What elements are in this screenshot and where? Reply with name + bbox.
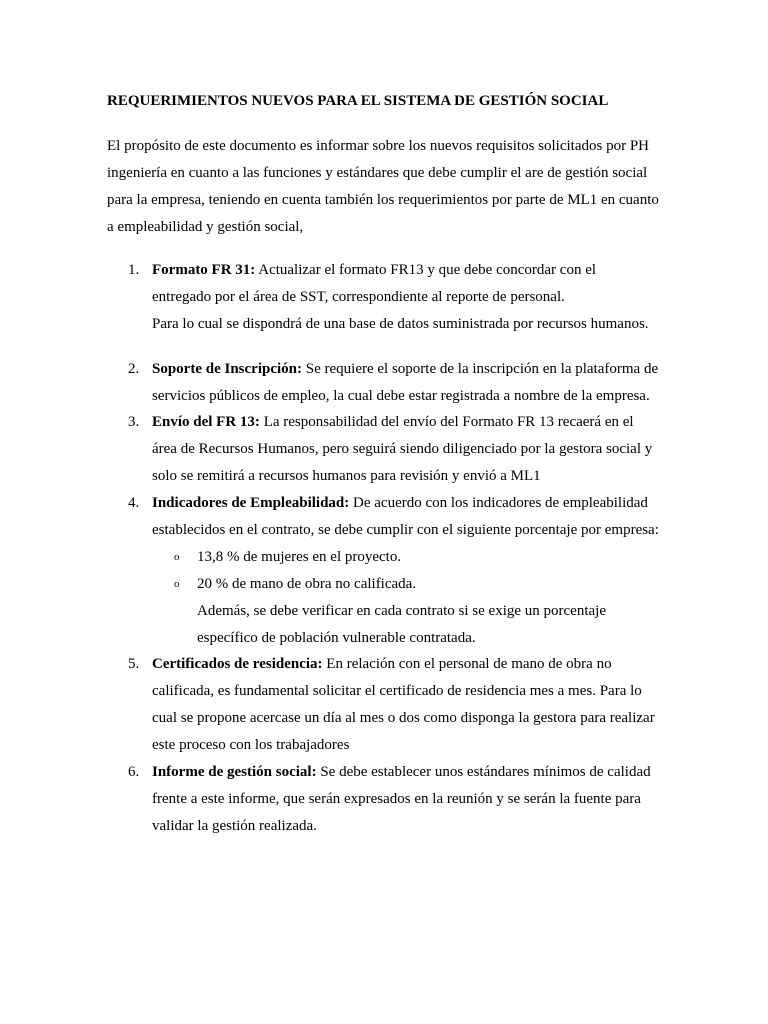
note-line: Además, se debe verificar en cada contrato si se exige un porcentaje bbox=[197, 603, 606, 619]
item-first-line bbox=[152, 759, 712, 786]
item-heading: Certificados de residencia: bbox=[152, 656, 323, 672]
item-heading: Indicadores de Empleabilidad: bbox=[152, 495, 350, 511]
item-text: En relación con el personal de mano de obra no bbox=[322, 656, 612, 672]
item-line: validar la gestión realizada. bbox=[152, 818, 317, 834]
item-line: área de Recursos Humanos, pero seguirá siendo diligenciado por la gestora social y bbox=[152, 441, 653, 457]
item-heading: Soporte de Inscripción: bbox=[152, 361, 302, 377]
item-text: Se requiere el soporte de la inscripción en la plataforma de bbox=[302, 361, 659, 377]
item-text: Se debe establecer unos estándares mínimos de calidad bbox=[316, 764, 651, 780]
intro-line: ingeniería en cuanto a las funciones y estándares que debe cumplir el are de gestión social bbox=[107, 165, 648, 181]
item-body bbox=[152, 257, 712, 338]
intro-line: El propósito de este documento es informar sobre los nuevos requisitos solicitados por PH bbox=[107, 138, 649, 154]
item-body bbox=[152, 356, 712, 410]
sub-item-text: 13,8 % de mujeres en el proyecto. bbox=[197, 549, 402, 565]
sub-item-text: 20 % de mano de obra no calificada. bbox=[197, 576, 417, 592]
item-first-line bbox=[152, 409, 712, 436]
item-first-line bbox=[152, 257, 712, 284]
item-line: calificada, es fundamental solicitar el certificado de residencia mes a mes. Para lo bbox=[152, 683, 642, 699]
item-body bbox=[152, 409, 712, 490]
bullet-icon: o bbox=[174, 551, 180, 563]
item-line: entregado por el área de SST, correspondiente al reporte de personal. bbox=[152, 289, 565, 305]
item-line: este proceso con los trabajadores bbox=[152, 737, 350, 753]
intro-line: a empleabilidad y gestión social, bbox=[107, 219, 304, 235]
item-line: solo se remitirá a recursos humanos para revisión y envió a ML1 bbox=[152, 468, 541, 484]
item-first-line bbox=[152, 651, 712, 678]
item-number: 6. bbox=[128, 764, 140, 780]
item-line: establecidos en el contrato, se debe cumplir con el siguiente porcentaje por empresa: bbox=[152, 522, 659, 538]
item-number: 1. bbox=[128, 262, 140, 278]
item-number: 3. bbox=[128, 414, 140, 430]
intro-paragraph bbox=[107, 133, 687, 241]
item-line: cual se propone acercase un día al mes o dos como disponga la gestora para realizar bbox=[152, 710, 655, 726]
bullet-icon: o bbox=[174, 578, 180, 590]
item-line: frente a este informe, que serán expresados en la reunión y se serán la fuente para bbox=[152, 791, 641, 807]
item-text: La responsabilidad del envío del Formato FR 13 recaerá en el bbox=[259, 414, 634, 430]
item-body bbox=[152, 759, 712, 840]
sub-list-note bbox=[197, 598, 677, 652]
item-line: servicios públicos de empleo, la cual debe estar registrada a nombre de la empresa. bbox=[152, 388, 650, 404]
item-first-line bbox=[152, 356, 712, 383]
item-first-line bbox=[152, 490, 712, 517]
note-line: específico de población vulnerable contratada. bbox=[197, 630, 476, 646]
document-title: REQUERIMIENTOS NUEVOS PARA EL SISTEMA DE GESTIÓN SOCIAL bbox=[107, 93, 609, 109]
item-body bbox=[152, 651, 712, 759]
item-text: De acuerdo con los indicadores de empleabilidad bbox=[349, 495, 648, 511]
item-line: Para lo cual se dispondrá de una base de datos suministrada por recursos humanos. bbox=[152, 316, 649, 332]
intro-line: para la empresa, teniendo en cuenta también los requerimientos por parte de ML1 en cuanto bbox=[107, 192, 659, 208]
item-heading: Informe de gestión social: bbox=[152, 764, 317, 780]
item-number: 2. bbox=[128, 361, 140, 377]
item-number: 4. bbox=[128, 495, 140, 511]
item-heading: Formato FR 31: bbox=[152, 262, 256, 278]
item-body bbox=[152, 490, 712, 544]
item-number: 5. bbox=[128, 656, 140, 672]
item-text: Actualizar el formato FR13 y que debe concordar con el bbox=[255, 262, 597, 278]
item-heading: Envío del FR 13: bbox=[152, 414, 260, 430]
